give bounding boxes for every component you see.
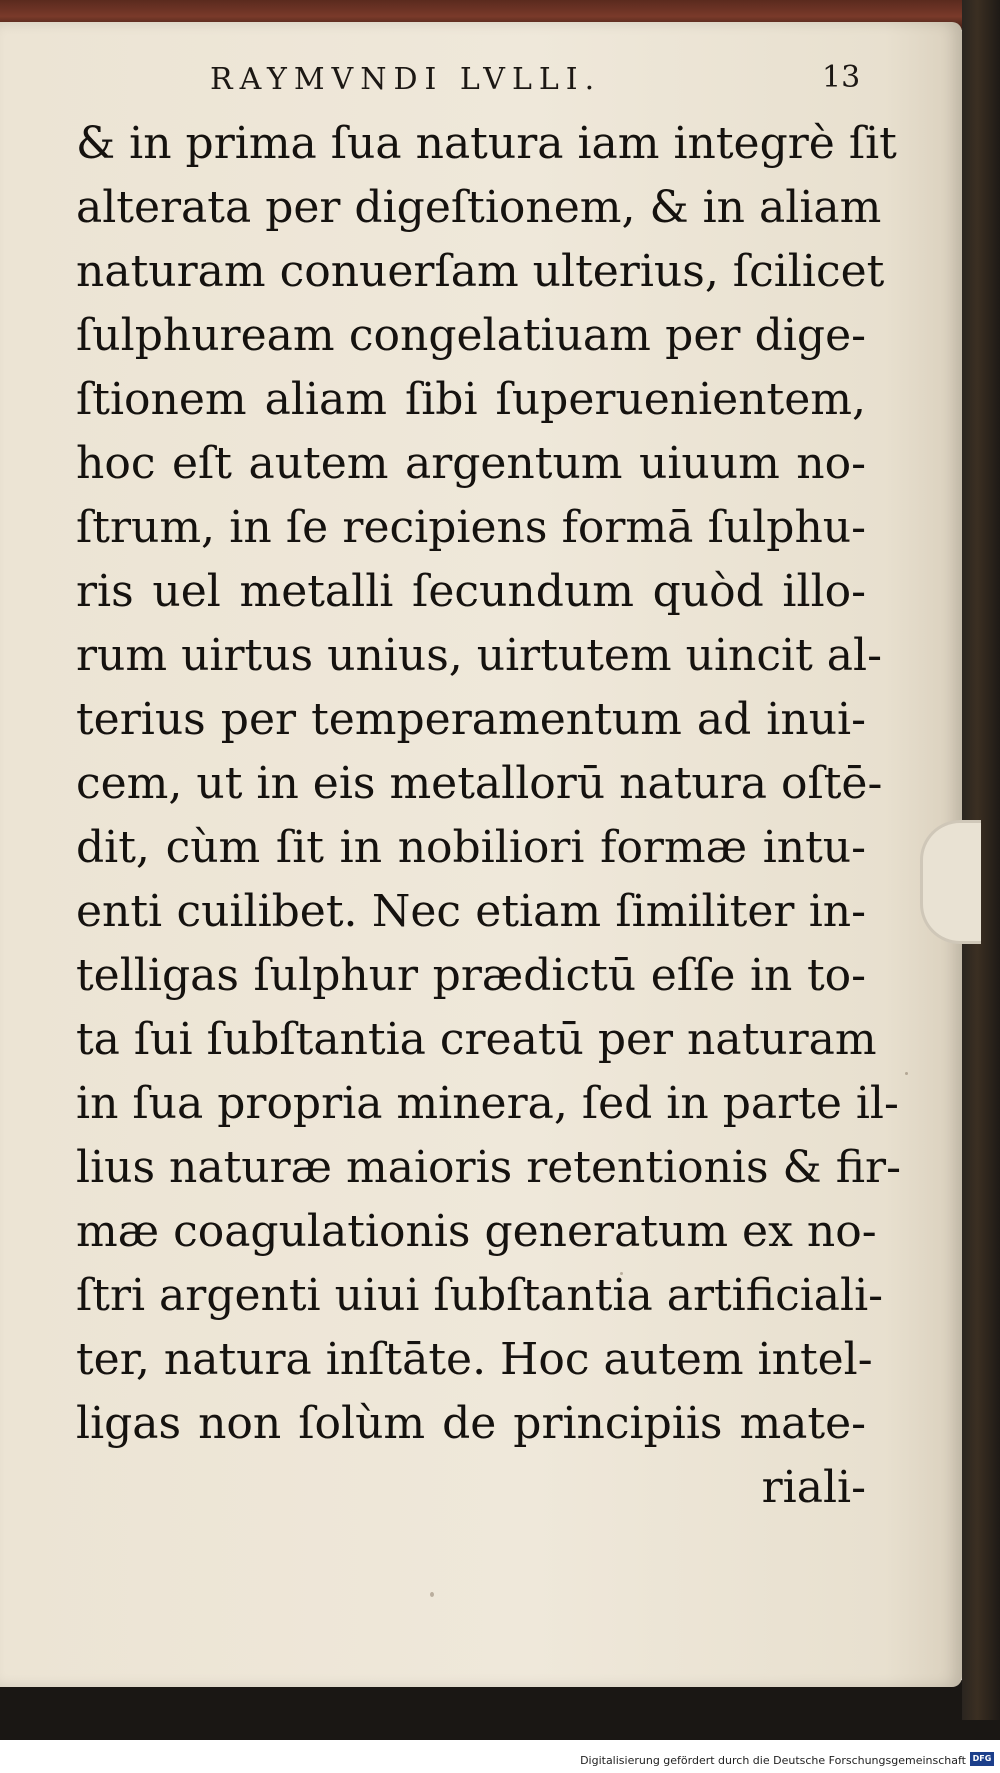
text-line: dit, cùm ſit in nobiliori formæ intu-	[76, 822, 866, 873]
text-line: terius per temperamentum ad inui-	[76, 694, 866, 745]
digitization-credit: Digitalisierung gefördert durch die Deutsche Forschungsgemeinschaft	[580, 1754, 966, 1767]
text-line: enti cuilibet. Nec etiam ſimiliter in-	[76, 886, 866, 937]
text-line: telligas ſulphur prædictū eſſe in to-	[76, 950, 866, 1001]
text-line: ris uel metalli ſecundum quòd illo-	[76, 566, 866, 617]
paper-speck	[430, 1592, 434, 1597]
text-line: mæ coagulationis generatum ex no-	[76, 1206, 877, 1257]
text-line: ta ſui ſubſtantia creatū per naturam	[76, 1014, 877, 1065]
text-line: hoc eſt autem argentum uiuum no-	[76, 438, 866, 489]
text-line: naturam conuerſam ulterius, ſcilicet	[76, 246, 885, 297]
page-number: 13	[822, 60, 861, 95]
paper-speck	[905, 1072, 908, 1075]
text-line: rum uirtus unius, uirtutem uincit al-	[76, 630, 882, 681]
running-head: RAYMVNDI LVLLI.	[210, 62, 602, 97]
body-text	[76, 112, 901, 1520]
page-clip	[920, 820, 981, 944]
text-line: ter, natura inſtāte. Hoc autem intel-	[76, 1334, 873, 1385]
dark-background	[0, 1680, 1000, 1740]
text-line: ſtrum, in ſe recipiens formā ſulphu-	[76, 502, 866, 553]
text-line: ſtri argenti uiui ſubſtantia artificiali-	[76, 1270, 884, 1321]
text-line: ſtionem aliam ſibi ſuperuenientem,	[76, 374, 866, 425]
text-line: in ſua propria minera, ſed in parte il-	[76, 1078, 899, 1129]
text-line: ligas non ſolùm de principiis mate-	[76, 1398, 866, 1449]
text-line: & in prima ſua natura iam integrè ſit	[76, 118, 897, 169]
catchword: riali-	[761, 1462, 866, 1513]
dfg-logo: DFG	[970, 1752, 994, 1766]
text-line: lius naturæ maioris retentionis & fir-	[76, 1142, 901, 1193]
text-line: cem, ut in eis metallorū natura oſtē-	[76, 758, 883, 809]
text-line: alterata per digeſtionem, & in aliam	[76, 182, 882, 233]
text-line: ſulphuream congelatiuam per dige-	[76, 310, 866, 361]
